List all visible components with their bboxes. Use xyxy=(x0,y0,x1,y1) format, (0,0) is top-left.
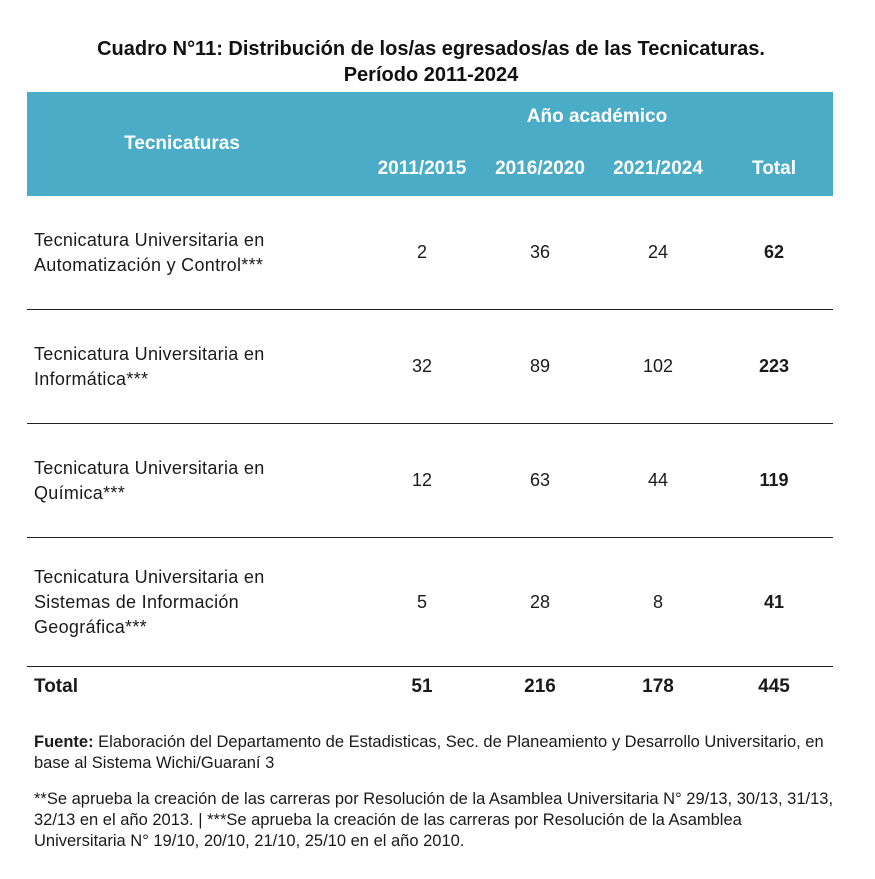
row-name-line: Automatización y Control*** xyxy=(34,254,264,275)
row-name-line: Tecnicatura Universitaria en xyxy=(34,343,265,364)
source-text: Elaboración del Departamento de Estadisticas, Sec. de Planeamiento y Desarrollo Universitario, en base al Sistema Wichi/Guaraní 3 xyxy=(34,733,824,772)
table-row xyxy=(27,538,833,667)
cell-2021-2024: 24 xyxy=(647,242,669,262)
cell-total: 119 xyxy=(759,470,789,490)
total-total: 445 xyxy=(758,676,790,697)
source-note xyxy=(34,732,834,774)
cell-2021-2024: 102 xyxy=(642,356,674,376)
cell-2016-2020: 36 xyxy=(529,242,551,262)
row-name-line: Tecnicatura Universitaria en xyxy=(34,457,265,478)
header-anio-academico: Año académico xyxy=(526,106,668,127)
total-2011-2015: 51 xyxy=(411,676,433,697)
table-header xyxy=(27,92,833,196)
row-name xyxy=(34,310,334,423)
title-line-2: Período 2011-2024 xyxy=(343,64,519,86)
total-2016-2020: 216 xyxy=(524,676,556,697)
cell-2016-2020: 89 xyxy=(529,356,551,376)
total-label: Total xyxy=(34,676,78,697)
row-name-line: Química*** xyxy=(34,482,126,503)
table-title xyxy=(0,36,862,88)
cell-2011-2015: 2 xyxy=(416,242,427,262)
table-row xyxy=(27,424,833,538)
header-col-2021-2024: 2021/2024 xyxy=(613,158,703,179)
table-row xyxy=(27,310,833,424)
row-name-line: Informática*** xyxy=(34,368,149,389)
row-name-line: Tecnicatura Universitaria en xyxy=(34,229,265,250)
header-col-total: Total xyxy=(752,158,796,179)
total-row xyxy=(27,667,833,707)
row-name-line: Tecnicatura Universitaria en xyxy=(34,566,265,587)
cell-2011-2015: 32 xyxy=(411,356,433,376)
cell-2011-2015: 5 xyxy=(416,591,427,612)
row-name xyxy=(34,538,334,666)
cell-total: 223 xyxy=(758,356,790,376)
row-name xyxy=(34,196,334,309)
graduates-table xyxy=(27,92,833,707)
cell-2021-2024: 44 xyxy=(647,470,669,490)
source-label: Fuente: xyxy=(34,733,94,751)
row-name-line: Geográfica*** xyxy=(34,616,147,637)
header-tecnicaturas: Tecnicaturas xyxy=(124,133,240,154)
row-name xyxy=(34,424,334,537)
title-line-1: Cuadro N°11: Distribución de los/as egresados/as de las Tecnicaturas. xyxy=(97,38,765,60)
row-name-line: Sistemas de Información xyxy=(34,591,239,612)
cell-2021-2024: 8 xyxy=(652,591,663,612)
cell-2011-2015: 12 xyxy=(411,470,433,490)
header-col-2016-2020: 2016/2020 xyxy=(495,158,585,179)
table-notes xyxy=(34,732,834,852)
cell-total: 41 xyxy=(763,591,785,612)
table-row xyxy=(27,196,833,310)
total-2021-2024: 178 xyxy=(642,676,674,697)
cell-2016-2020: 28 xyxy=(529,591,551,612)
cell-total: 62 xyxy=(763,242,785,262)
footnote: **Se aprueba la creación de las carreras por Resolución de la Asamblea Universitaria N° 29/13, 30/13, 31/13, 32/13 en el año 2013. | ***Se aprueba la creación de las carreras por Resolución de la Asamblea Universitaria N° 19/10, 20/10, 21/10, 25/10 en el año 2010. xyxy=(34,790,834,850)
header-col-2011-2015: 2011/2015 xyxy=(377,158,467,179)
cell-2016-2020: 63 xyxy=(529,470,551,490)
